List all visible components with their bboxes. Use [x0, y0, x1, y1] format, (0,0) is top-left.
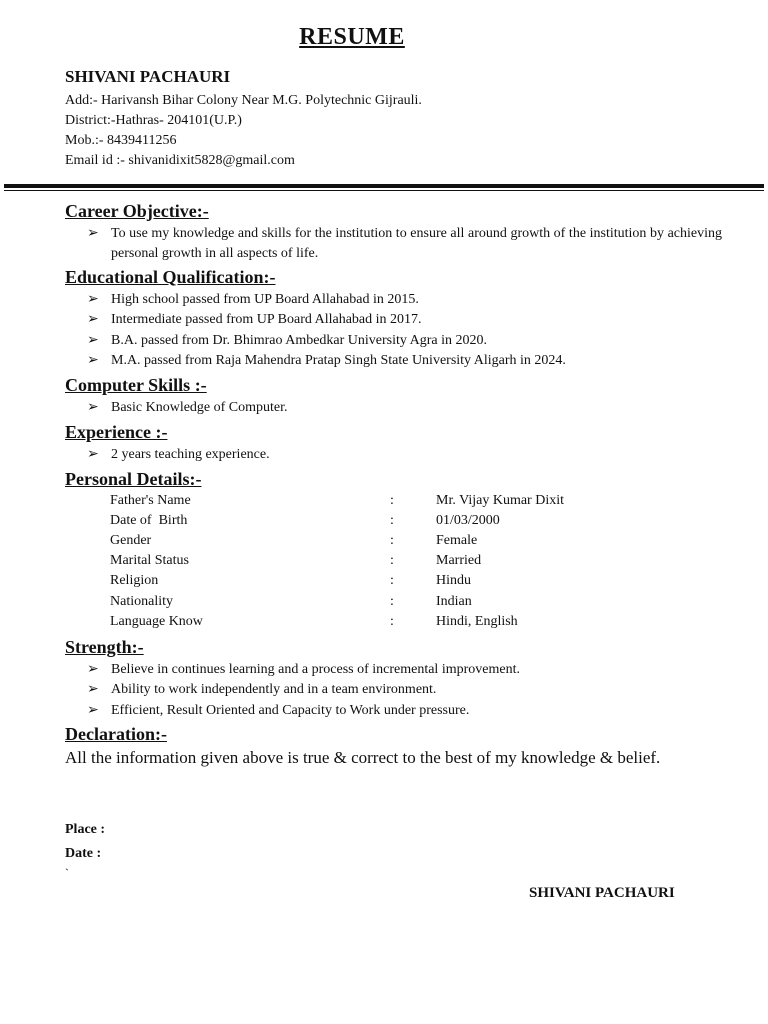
- education-item: B.A. passed from Dr. Bhimrao Ambedkar University Agra in 2020.: [111, 332, 488, 348]
- arrow-bullet-icon: ➢: [87, 332, 99, 348]
- place-label: Place :: [65, 822, 106, 837]
- arrow-bullet-icon: ➢: [87, 226, 99, 241]
- computer-skills-heading: Computer Skills :-: [65, 375, 207, 395]
- detail-value: Mr. Vijay Kumar Dixit: [436, 493, 565, 508]
- personal-details-heading: Personal Details:-: [65, 469, 202, 489]
- detail-row-gender: [110, 533, 610, 553]
- detail-separator: :: [390, 493, 394, 508]
- arrow-bullet-icon: ➢: [87, 662, 99, 677]
- experience-item: 2 years teaching experience.: [111, 447, 270, 462]
- list-item: [87, 660, 520, 680]
- resume-title: RESUME: [299, 24, 405, 50]
- detail-value: 01/03/2000: [436, 513, 500, 528]
- candidate-name: SHIVANI PACHAURI: [65, 67, 231, 86]
- strength-item: Efficient, Result Oriented and Capacity to Work under pressure.: [111, 702, 470, 718]
- list-item: [87, 310, 566, 330]
- list-item: [87, 445, 270, 465]
- detail-value: Female: [436, 533, 478, 548]
- detail-value: Hindu: [436, 573, 471, 588]
- detail-separator: :: [390, 594, 394, 609]
- detail-value: Married: [436, 553, 482, 568]
- stray-mark: `: [65, 866, 69, 880]
- detail-label: Religion: [110, 573, 159, 588]
- education-item: Intermediate passed from UP Board Allahabad in 2017.: [111, 312, 422, 328]
- list-item: [87, 290, 566, 310]
- education-heading: Educational Qualification:-: [65, 267, 276, 287]
- signature-name: SHIVANI PACHAURI: [529, 885, 675, 901]
- arrow-bullet-icon: ➢: [87, 292, 99, 307]
- detail-row-religion: [110, 573, 610, 593]
- education-item: High school passed from UP Board Allahabad in 2015.: [111, 292, 419, 307]
- detail-row-fathers-name: [110, 493, 610, 513]
- detail-separator: :: [390, 553, 394, 568]
- detail-row-language: [110, 614, 610, 634]
- detail-label: Language Know: [110, 614, 203, 629]
- detail-separator: :: [390, 533, 394, 548]
- detail-value: Hindi, English: [436, 614, 518, 629]
- experience-list: [87, 445, 270, 465]
- detail-label: Marital Status: [110, 553, 189, 568]
- date-label: Date :: [65, 846, 102, 861]
- detail-label: Nationality: [110, 594, 173, 609]
- arrow-bullet-icon: ➢: [87, 352, 99, 368]
- list-item: [87, 351, 566, 371]
- address-line: Add:- Harivansh Bihar Colony Near M.G. Polytechnic Gijrauli.: [65, 93, 422, 108]
- list-item: [87, 701, 520, 721]
- header-divider-thin: [4, 190, 764, 191]
- header-divider-thick: [4, 184, 764, 188]
- detail-separator: :: [390, 614, 394, 629]
- detail-row-date-of-birth: [110, 513, 610, 533]
- list-item: [87, 331, 566, 351]
- detail-label: Date of Birth: [110, 513, 188, 528]
- education-item: M.A. passed from Raja Mahendra Pratap Singh State University Aligarh in 2024.: [111, 352, 566, 368]
- list-item: [87, 680, 520, 700]
- career-objective-list: [87, 224, 722, 264]
- detail-separator: :: [390, 513, 394, 528]
- computer-skills-list: [87, 398, 288, 418]
- arrow-bullet-icon: ➢: [87, 312, 99, 328]
- mobile-line: Mob.:- 8439411256: [65, 133, 177, 148]
- experience-heading: Experience :-: [65, 422, 168, 442]
- strength-item: Believe in continues learning and a process of incremental improvement.: [111, 662, 520, 677]
- detail-separator: :: [390, 573, 394, 588]
- arrow-bullet-icon: ➢: [87, 682, 99, 698]
- strength-item: Ability to work independently and in a team environment.: [111, 682, 437, 698]
- declaration-text: All the information given above is true & correct to the best of my knowledge & belief.: [65, 748, 661, 767]
- detail-row-marital-status: [110, 553, 610, 573]
- detail-label: Father's Name: [110, 493, 191, 508]
- detail-value: Indian: [436, 594, 472, 609]
- career-objective-text: To use my knowledge and skills for the institution to ensure all around growth of the institution by achieving personal growth in all aspects of life.: [111, 226, 722, 261]
- district-line: District:-Hathras- 204101(U.P.): [65, 113, 242, 128]
- list-item: [87, 224, 722, 264]
- arrow-bullet-icon: ➢: [87, 702, 99, 718]
- list-item: [87, 398, 288, 418]
- career-objective-heading: Career Objective:-: [65, 201, 209, 221]
- email-line: Email id :- shivanidixit5828@gmail.com: [65, 153, 295, 168]
- detail-row-nationality: [110, 594, 610, 614]
- education-list: [87, 290, 566, 371]
- declaration-heading: Declaration:-: [65, 724, 167, 744]
- arrow-bullet-icon: ➢: [87, 400, 99, 415]
- detail-label: Gender: [110, 533, 152, 548]
- strength-list: [87, 660, 520, 721]
- computer-skills-item: Basic Knowledge of Computer.: [111, 400, 288, 415]
- strength-heading: Strength:-: [65, 637, 144, 657]
- arrow-bullet-icon: ➢: [87, 447, 99, 462]
